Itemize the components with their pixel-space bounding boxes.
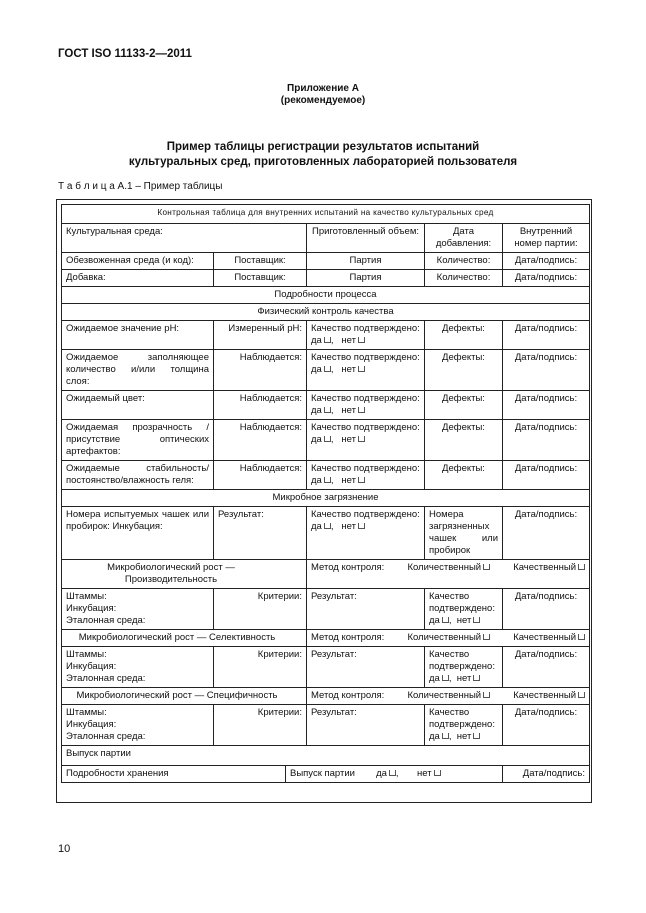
table-row — [62, 589, 590, 630]
table-row — [62, 321, 590, 350]
supplier-label: Поставщик: — [214, 253, 307, 270]
quality-confirmed-cell: Качество подтверждено: да , нет — [307, 507, 425, 560]
table-caption: Т а б л и ц а А.1 – Пример таблицы — [58, 181, 223, 192]
batch-label: Партия — [307, 270, 425, 287]
table-row — [62, 647, 590, 688]
date-sign-label: Дата/подпись: — [503, 420, 590, 461]
checkbox-icon[interactable] — [358, 366, 365, 372]
date-sign-label: Дата/подпись: — [503, 350, 590, 391]
quality-confirmed-cell: Качество подтверждено: да , нет — [425, 647, 503, 688]
result-label: Результат: — [307, 647, 425, 688]
checkbox-icon[interactable] — [389, 770, 396, 776]
checkbox-icon[interactable] — [483, 692, 490, 698]
expected-clarity-label: Ожидаемая прозрачность /присутствие оптических артефактов: — [62, 420, 214, 461]
appendix-title: Приложение А — [287, 83, 359, 94]
prep-volume-label: Приготовленный объем: — [307, 224, 425, 253]
table-row — [62, 205, 590, 224]
table-title: Контрольная таблица для внутренних испытаний на качество культуральных сред — [62, 205, 590, 224]
observed-label: Наблюдается: — [214, 391, 307, 420]
growth-productivity-heading: Микробиологический рост — Производительность — [62, 560, 307, 589]
checkbox-icon[interactable] — [483, 634, 490, 640]
criteria-label: Критерии: — [214, 705, 307, 746]
checkbox-icon[interactable] — [358, 337, 365, 343]
table-row — [62, 560, 590, 589]
page-number: 10 — [58, 843, 71, 855]
result-label: Результат: — [214, 507, 307, 560]
table-row — [62, 630, 590, 647]
result-label: Результат: — [307, 705, 425, 746]
observed-label: Наблюдается: — [214, 350, 307, 391]
defects-label: Дефекты: — [425, 420, 503, 461]
additive-label: Добавка: — [62, 270, 214, 287]
checkbox-icon[interactable] — [324, 337, 331, 343]
checkbox-icon[interactable] — [324, 477, 331, 483]
table-row — [62, 766, 590, 783]
defects-label: Дефекты: — [425, 350, 503, 391]
defects-label: Дефекты: — [425, 391, 503, 420]
appendix-subtitle: (рекомендуемое) — [280, 95, 366, 106]
checkbox-icon[interactable] — [473, 675, 480, 681]
batch-release-heading: Выпуск партии — [62, 746, 590, 766]
observed-label: Наблюдается: — [214, 420, 307, 461]
date-sign-label: Дата/подпись: — [503, 507, 590, 560]
criteria-label: Критерии: — [214, 647, 307, 688]
batch-label: Партия — [307, 253, 425, 270]
add-date-label: Дата добавления: — [425, 224, 503, 253]
table-row — [62, 224, 590, 253]
quality-confirmed-cell: Качество подтверждено: да , нет — [307, 420, 425, 461]
supplier-label: Поставщик: — [214, 270, 307, 287]
quality-confirmed-cell: Качество подтверждено: да , нет — [425, 589, 503, 630]
checkbox-icon[interactable] — [324, 407, 331, 413]
dish-numbers-label: Номера испытуемых чашек или пробирок: Инкубация: — [62, 507, 214, 560]
table-row — [62, 461, 590, 490]
strains-cell: Штаммы: Инкубация: Эталонная среда: — [62, 589, 214, 630]
table-row — [62, 253, 590, 270]
growth-selectivity-heading: Микробиологический рост — Селективность — [62, 630, 307, 647]
control-method-cell: Метод контроля: Количественный Качественный — [307, 560, 590, 589]
table-row — [62, 688, 590, 705]
growth-specificity-heading: Микробиологический рост — Специфичность — [62, 688, 307, 705]
batch-no-label: Внутренний номер партии: — [503, 224, 590, 253]
defects-label: Дефекты: — [425, 461, 503, 490]
micro-contamination-heading: Микробное загрязнение — [62, 490, 590, 507]
quality-confirmed-cell: Качество подтверждено: да , нет — [307, 391, 425, 420]
checkbox-icon[interactable] — [442, 617, 449, 623]
observed-label: Наблюдается: — [214, 461, 307, 490]
strains-cell: Штаммы: Инкубация: Эталонная среда: — [62, 705, 214, 746]
contaminated-label: Номера загрязненных чашек или пробирок — [425, 507, 503, 560]
checkbox-icon[interactable] — [434, 770, 441, 776]
table-row — [62, 705, 590, 746]
defects-label: Дефекты: — [425, 321, 503, 350]
table-row — [62, 304, 590, 321]
quantity-label: Количество: — [425, 253, 503, 270]
expected-stability-label: Ожидаемые стабильность/ постоянство/влажность геля: — [62, 461, 214, 490]
storage-details-label: Подробности хранения — [62, 766, 286, 783]
control-method-cell: Метод контроля: Количественный Качественный — [307, 630, 590, 647]
expected-ph-label: Ожидаемое значение pH: — [62, 321, 214, 350]
table-row — [62, 746, 590, 766]
date-sign-label: Дата/подпись: — [503, 391, 590, 420]
phys-control-heading: Физический контроль качества — [62, 304, 590, 321]
table-frame — [56, 199, 592, 803]
date-sign-label: Дата/подпись: — [503, 705, 590, 746]
checkbox-icon[interactable] — [358, 523, 365, 529]
date-sign-label: Дата/подпись: — [503, 766, 590, 783]
process-details-heading: Подробности процесса — [62, 287, 590, 304]
quality-confirmed-cell: Качество подтверждено: да , нет — [307, 461, 425, 490]
date-sign-label: Дата/подпись: — [503, 253, 590, 270]
checkbox-icon[interactable] — [473, 733, 480, 739]
medium-label: Культуральная среда: — [62, 224, 307, 253]
batch-release-cell: Выпуск партии да , нет — [286, 766, 503, 783]
checkbox-icon[interactable] — [578, 634, 585, 640]
document-code: ГОСТ ISO 11133-2—2011 — [58, 48, 192, 60]
checkbox-icon[interactable] — [442, 675, 449, 681]
strains-cell: Штаммы: Инкубация: Эталонная среда: — [62, 647, 214, 688]
checkbox-icon[interactable] — [358, 477, 365, 483]
dehydrated-label: Обезвоженная среда (и код): — [62, 253, 214, 270]
date-sign-label: Дата/подпись: — [503, 647, 590, 688]
table-row — [62, 490, 590, 507]
quality-confirmed-cell: Качество подтверждено: да , нет — [307, 321, 425, 350]
section-title-line1: Пример таблицы регистрации результатов испытаний — [166, 141, 480, 153]
table-row — [62, 507, 590, 560]
checkbox-icon[interactable] — [473, 617, 480, 623]
date-sign-label: Дата/подпись: — [503, 321, 590, 350]
checkbox-icon[interactable] — [578, 564, 585, 570]
result-label: Результат: — [307, 589, 425, 630]
checkbox-icon[interactable] — [483, 564, 490, 570]
date-sign-label: Дата/подпись: — [503, 589, 590, 630]
checkbox-icon[interactable] — [324, 366, 331, 372]
criteria-label: Критерии: — [214, 589, 307, 630]
quality-confirmed-cell: Качество подтверждено: да , нет — [425, 705, 503, 746]
expected-fill-label: Ожидаемое заполняющее количество и/или толщина слоя: — [62, 350, 214, 391]
date-sign-label: Дата/подпись: — [503, 461, 590, 490]
checkbox-icon[interactable] — [324, 436, 331, 442]
measured-ph-label: Измеренный pH: — [214, 321, 307, 350]
table-row — [62, 420, 590, 461]
expected-color-label: Ожидаемый цвет: — [62, 391, 214, 420]
table-row — [62, 350, 590, 391]
control-method-cell: Метод контроля: Количественный Качественный — [307, 688, 590, 705]
quantity-label: Количество: — [425, 270, 503, 287]
table-row — [62, 270, 590, 287]
date-sign-label: Дата/подпись: — [503, 270, 590, 287]
section-title-line2: культуральных сред, приготовленных лабораторией пользователя — [128, 156, 518, 168]
qc-table — [61, 204, 590, 783]
quality-confirmed-cell: Качество подтверждено: да , нет — [307, 350, 425, 391]
checkbox-icon[interactable] — [442, 733, 449, 739]
table-row — [62, 287, 590, 304]
checkbox-icon[interactable] — [358, 436, 365, 442]
table-row — [62, 391, 590, 420]
checkbox-icon[interactable] — [578, 692, 585, 698]
checkbox-icon[interactable] — [324, 523, 331, 529]
checkbox-icon[interactable] — [358, 407, 365, 413]
